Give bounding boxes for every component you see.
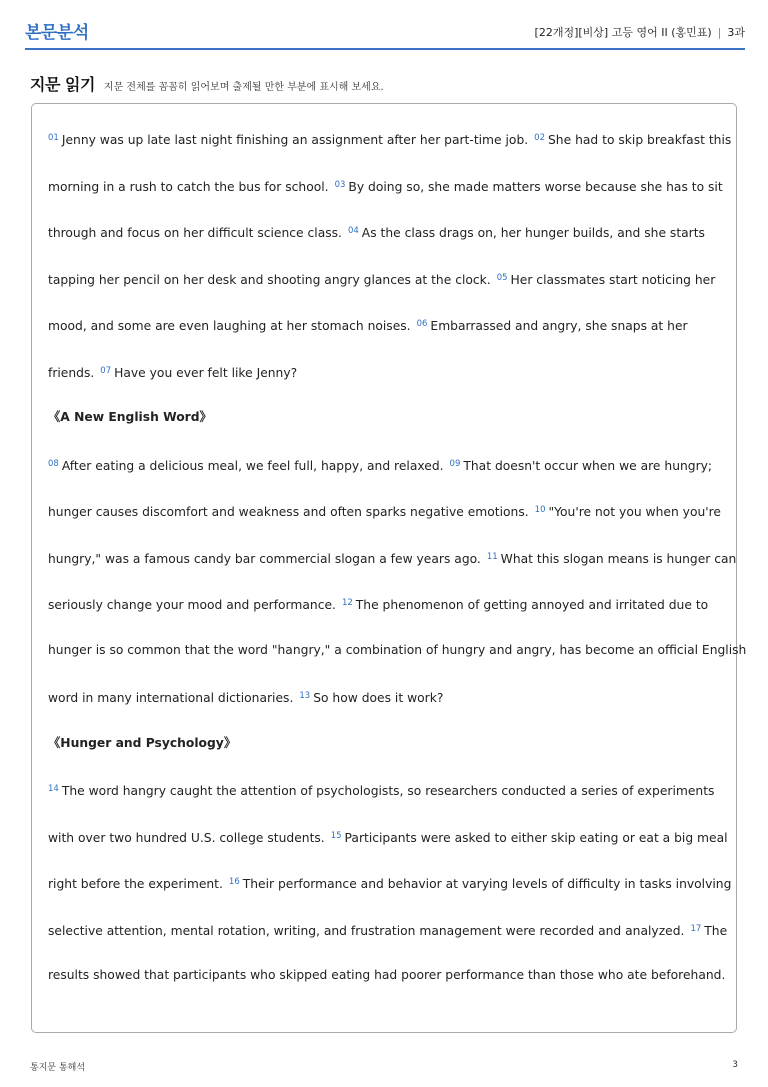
sentence-text: Embarrassed and angry, she snaps at her (430, 319, 688, 333)
sentence-text: hunger causes discomfort and weakness and often sparks negative emotions. (48, 505, 529, 519)
sentence-number: 07 (100, 365, 112, 376)
passage-line (48, 627, 747, 674)
passage-line (48, 162, 722, 209)
passage-box (31, 103, 747, 1033)
passage-line (48, 208, 722, 255)
passage-line (48, 115, 732, 162)
sentence-number: 02 (534, 133, 545, 143)
passage-line (48, 720, 722, 767)
sentence-text: So how does it work? (313, 691, 444, 705)
passage-line (48, 534, 737, 581)
sentence-text: results showed that participants who skipped eating had poorer performance than those who ate beforehand. (48, 968, 726, 982)
sentence-number: 13 (299, 691, 311, 701)
sentence-text: Their performance and behavior at varying levels of difficulty in tasks involving (242, 877, 732, 891)
sentence-number: 14 (48, 784, 59, 794)
sentence-text: Participants were asked to either skip eating or eat a big meal (344, 830, 728, 845)
sentence-text: hungry," was a famous candy bar commercial slogan a few years ago. (48, 551, 481, 566)
sentence-text: She had to skip breakfast this (548, 133, 732, 147)
sentence-text: The phenomenon of getting annoyed and irritated due to (355, 598, 709, 612)
sentence-number: 16 (228, 877, 240, 887)
passage-line (48, 487, 722, 534)
sentence-text: By doing so, she made matters worse because she has to sit (348, 179, 723, 194)
sentence-number: 06 (416, 319, 428, 329)
page-header (25, 18, 745, 50)
header-separator: | (717, 25, 722, 39)
sentence-text: Her classmates start noticing her (510, 272, 716, 287)
sentence-number: 05 (496, 272, 508, 283)
passage-line (48, 580, 722, 627)
passage-line (48, 952, 726, 999)
book-title: [22개정][비상] 고등 영어 II (홍민표) (534, 26, 712, 39)
sentence-text: What this slogan means is hunger can (500, 551, 737, 566)
subheading: 《A New English Word》 (48, 410, 212, 424)
sentence-text: The word hangry caught the attention of psychologists, so researchers conducted a series of experiments (61, 784, 715, 798)
sentence-text: mood, and some are even laughing at her stomach noises. (48, 319, 411, 333)
sentence-text: selective attention, mental rotation, writing, and frustration management were recorded and analyzed. (48, 923, 685, 938)
section-title: 지문 읽기 (30, 75, 95, 94)
sentence-number: 17 (690, 923, 702, 934)
passage-line (48, 766, 722, 813)
sentence-text: seriously change your mood and performance. (48, 598, 336, 612)
sentence-text: morning in a rush to catch the bus for school. (48, 179, 329, 194)
page-number: 3 (732, 1060, 738, 1070)
sentence-number: 04 (347, 226, 359, 236)
sentence-number: 08 (48, 458, 59, 469)
sentence-text: right before the experiment. (48, 877, 223, 891)
sentence-number: 01 (48, 133, 59, 143)
sentence-text: friends. (48, 365, 95, 380)
header-title: 본문분석 (25, 23, 89, 43)
sentence-number: 10 (534, 505, 546, 515)
sentence-text: The (704, 923, 728, 938)
passage-line (48, 441, 722, 488)
sentence-text: through and focus on her difficult science class. (48, 226, 342, 240)
header-info (535, 18, 745, 40)
sentence-text: tapping her pencil on her desk and shooting angry glances at the clock. (48, 272, 491, 287)
passage-line (48, 673, 722, 720)
section-description: 지문 전체를 꼼꼼히 읽어보며 출제될 만한 부분에 표시해 보세요. (103, 82, 384, 93)
sentence-text: As the class drags on, her hunger builds, and she starts (361, 226, 705, 240)
lesson-label: 3과 (727, 26, 745, 39)
sentence-number: 12 (341, 598, 353, 608)
subheading: 《Hunger and Psychology》 (48, 735, 237, 750)
sentence-text: After eating a delicious meal, we feel full, happy, and relaxed. (61, 458, 444, 473)
passage-line (48, 301, 722, 348)
passage-line (48, 394, 722, 441)
sentence-number: 03 (334, 179, 346, 190)
sentence-text: Have you ever felt like Jenny? (114, 365, 298, 380)
sentence-text: "You're not you when you're (548, 505, 721, 519)
section-heading (30, 72, 384, 95)
sentence-text: word in many international dictionaries. (48, 691, 294, 705)
sentence-number: 09 (449, 458, 461, 469)
passage-line (48, 348, 722, 395)
sentence-number: 11 (486, 551, 498, 562)
passage-line (48, 859, 732, 906)
passage-line (48, 255, 722, 302)
sentence-text: Jenny was up late last night finishing an assignment after her part-time job. (61, 133, 529, 147)
footer-label: 통지문 통해석 (30, 1063, 86, 1073)
sentence-text: That doesn't occur when we are hungry; (463, 458, 713, 473)
sentence-number: 15 (330, 830, 342, 841)
passage-line (48, 813, 728, 860)
sentence-text: hunger is so common that the word "hangry," a combination of hungry and angry, has become an official English (48, 642, 747, 657)
sentence-text: with over two hundred U.S. college students. (48, 830, 325, 845)
passage-line (48, 906, 728, 953)
